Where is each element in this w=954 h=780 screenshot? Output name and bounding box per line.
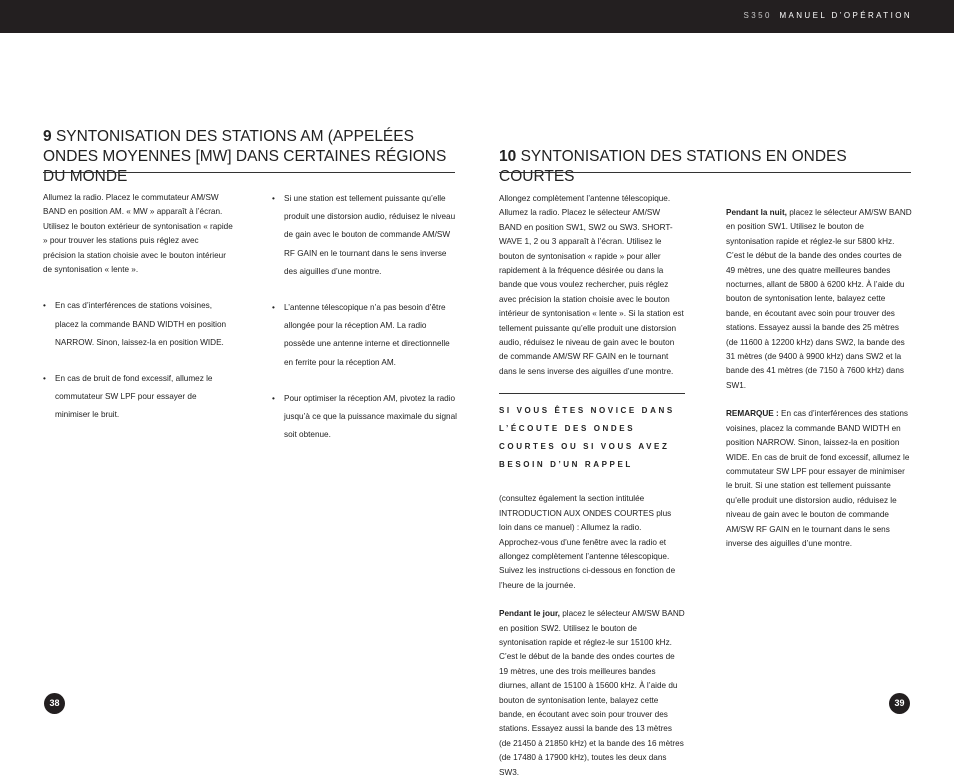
section-9-rule bbox=[43, 172, 455, 173]
day-label: Pendant le jour, bbox=[499, 609, 560, 619]
section-10-rule bbox=[499, 172, 911, 173]
section-10-intro: Allongez complètement l’antenne télescopique. Allumez la radio. Placez le sélecteur AM/SW BAND en position SW1, SW2 ou SW3. SHORT-WAVE 1, 2 ou 3 apparaît à l’écran. Utilisez le bouton de syntonisation « rapide » pour aller rapidement à la fréquence désirée ou dans la bande que vous voulez rechercher, puis réglez avec précision la station choisie avec le bouton intérieur de syntonisation « lente ». Si la station est tellement puissante qu’elle produit une distorsion audio, réduisez le niveau de gain avec le bouton de commande AM/SW RF GAIN en le tournant dans le sens inverse des aiguilles d’une montre. bbox=[499, 194, 684, 376]
bullet-text: L’antenne télescopique n’a pas besoin d’être allongée pour la réception AM. La radio possède une antenne interne et directionnelle en ferrite pour la réception AM. bbox=[284, 303, 450, 367]
bullet-item bbox=[43, 297, 233, 352]
remark-paragraph bbox=[726, 407, 912, 551]
bullet-dot: • bbox=[43, 301, 46, 311]
novice-heading: SI VOUS ÊTES NOVICE DANS L’ÉCOUTE DES ONDES COURTES OU SI VOUS AVEZ BESOIN D’UN RAPPEL bbox=[499, 406, 675, 470]
section-10-heading bbox=[499, 147, 919, 187]
night-label: Pendant la nuit, bbox=[726, 208, 787, 217]
section-9-title: SYNTONISATION DES STATIONS AM (APPELÉES ONDES MOYENNES [MW] DANS CERTAINES RÉGIONS DU MONDE bbox=[43, 128, 447, 185]
section-10-title: SYNTONISATION DES STATIONS EN ONDES COURTES bbox=[499, 148, 847, 185]
bullet-dot: • bbox=[272, 393, 275, 403]
section-9-heading bbox=[43, 127, 463, 187]
section-9-column-2 bbox=[272, 190, 458, 444]
night-paragraph bbox=[726, 206, 912, 393]
section-10-number: 10 bbox=[499, 148, 517, 165]
novice-text: (consultez également la section intitulée INTRODUCTION AUX ONDES COURTES plus loin dans ce manuel) : Allumez la radio. Approchez-vous d’une fenêtre avec la radio et allongez complètement l’antenne télescopique. Suivez les instructions ci-dessous en fonction de l’heure de la journée. bbox=[499, 494, 676, 590]
bullet-item bbox=[272, 390, 458, 445]
running-header bbox=[744, 11, 912, 20]
bullet-text: En cas d’interférences de stations voisines, placez la commande BAND WIDTH en position NARROW. Sinon, laissez-la en position WIDE. bbox=[55, 301, 227, 347]
remark-label: REMARQUE : bbox=[726, 409, 779, 419]
remark-text: En cas d’interférences des stations voisines, placez la commande BAND WIDTH en position NARROW. Sinon, laissez-la en position WIDE. En cas de bruit de fond excessif, allumez le commutateur SW LPF pour essayer de minimiser le bruit. Si une station est tellement puissante qu’elle produit une distorsion audio, réduisez le niveau de gain avec le bouton de commande AM/SW RF GAIN en le tournant dans le sens inverse des aiguilles d’une montre. bbox=[726, 409, 910, 548]
section-10-column-2 bbox=[726, 192, 912, 551]
page-number-left: 38 bbox=[44, 693, 65, 714]
day-paragraph bbox=[499, 607, 685, 780]
section-9-intro: Allumez la radio. Placez le commutateur AM/SW BAND en position AM. « MW » apparaît à l’écran. Utilisez le bouton extérieur de syntonisation « rapide » pour trouver les stations puis réglez avec précision la station choisie avec le bouton intérieur de syntonisation « lente ». bbox=[43, 193, 233, 275]
bullet-dot: • bbox=[272, 303, 275, 313]
bullet-item bbox=[272, 299, 458, 372]
novice-rule bbox=[499, 393, 685, 394]
section-9-column-1 bbox=[43, 191, 233, 425]
bullet-text: Pour optimiser la réception AM, pivotez la radio jusqu’à ce que la puissance maximale du signal soit obtenue. bbox=[284, 393, 457, 440]
bullet-dot: • bbox=[272, 194, 275, 203]
model-name: S350 bbox=[743, 11, 772, 20]
bullet-text: En cas de bruit de fond excessif, allumez le commutateur SW LPF pour essayer de minimiser le bruit. bbox=[55, 374, 213, 420]
page-number-right: 39 bbox=[889, 693, 910, 714]
night-text: placez le sélecteur AM/SW BAND en position SW1. Utilisez le bouton de syntonisation rapide et réglez-le sur 5800 kHz. C’est le début de la bande des ondes courtes de 49 mètres, une des quatre meilleures bandes nocturnes, allant de 5800 à 6200 kHz. À l’aide du bouton de syntonisation lente, balayez cette bande, en écoutant avec soin pour trouver des stations. Essayez aussi la bande des 25 mètres (de 11600 à 12200 kHz) dans SW2, la bande des 31 mètres (de 9400 à 9900 kHz) dans SW2 et la bande des 41 mètres (de 7150 à 7600 kHz) dans SW1. bbox=[726, 208, 912, 390]
day-text: placez le sélecteur AM/SW BAND en position SW2. Utilisez le bouton de syntonisation rapide et réglez-le sur 15100 kHz. C’est le début de la bande des ondes courtes de 19 mètres, une des trois meilleures bandes diurnes, allant de 15100 à 15600 kHz. À l’aide du bouton de syntonisation lente, balayez cette bande, en écoutant avec soin pour trouver des stations. Essayez aussi la bande des 13 mètres (de 21450 à 21850 kHz) et la bande des 16 mètres (de 17480 à 17900 kHz), toutes les deux dans SW3. bbox=[499, 609, 685, 777]
bullet-item bbox=[272, 190, 458, 281]
bullet-dot: • bbox=[43, 374, 46, 384]
bullet-item bbox=[43, 370, 233, 425]
manual-title: MANUEL D’OPÉRATION bbox=[779, 11, 912, 20]
section-10-column-1 bbox=[499, 192, 685, 780]
section-9-number: 9 bbox=[43, 128, 52, 145]
bullet-text: Si une station est tellement puissante qu’elle produit une distorsion audio, réduisez le niveau de gain avec le bouton de commande AM/SW RF GAIN en le tournant dans le sens inverse des aiguilles d’une montre. bbox=[284, 194, 456, 276]
header-bar bbox=[0, 0, 954, 33]
